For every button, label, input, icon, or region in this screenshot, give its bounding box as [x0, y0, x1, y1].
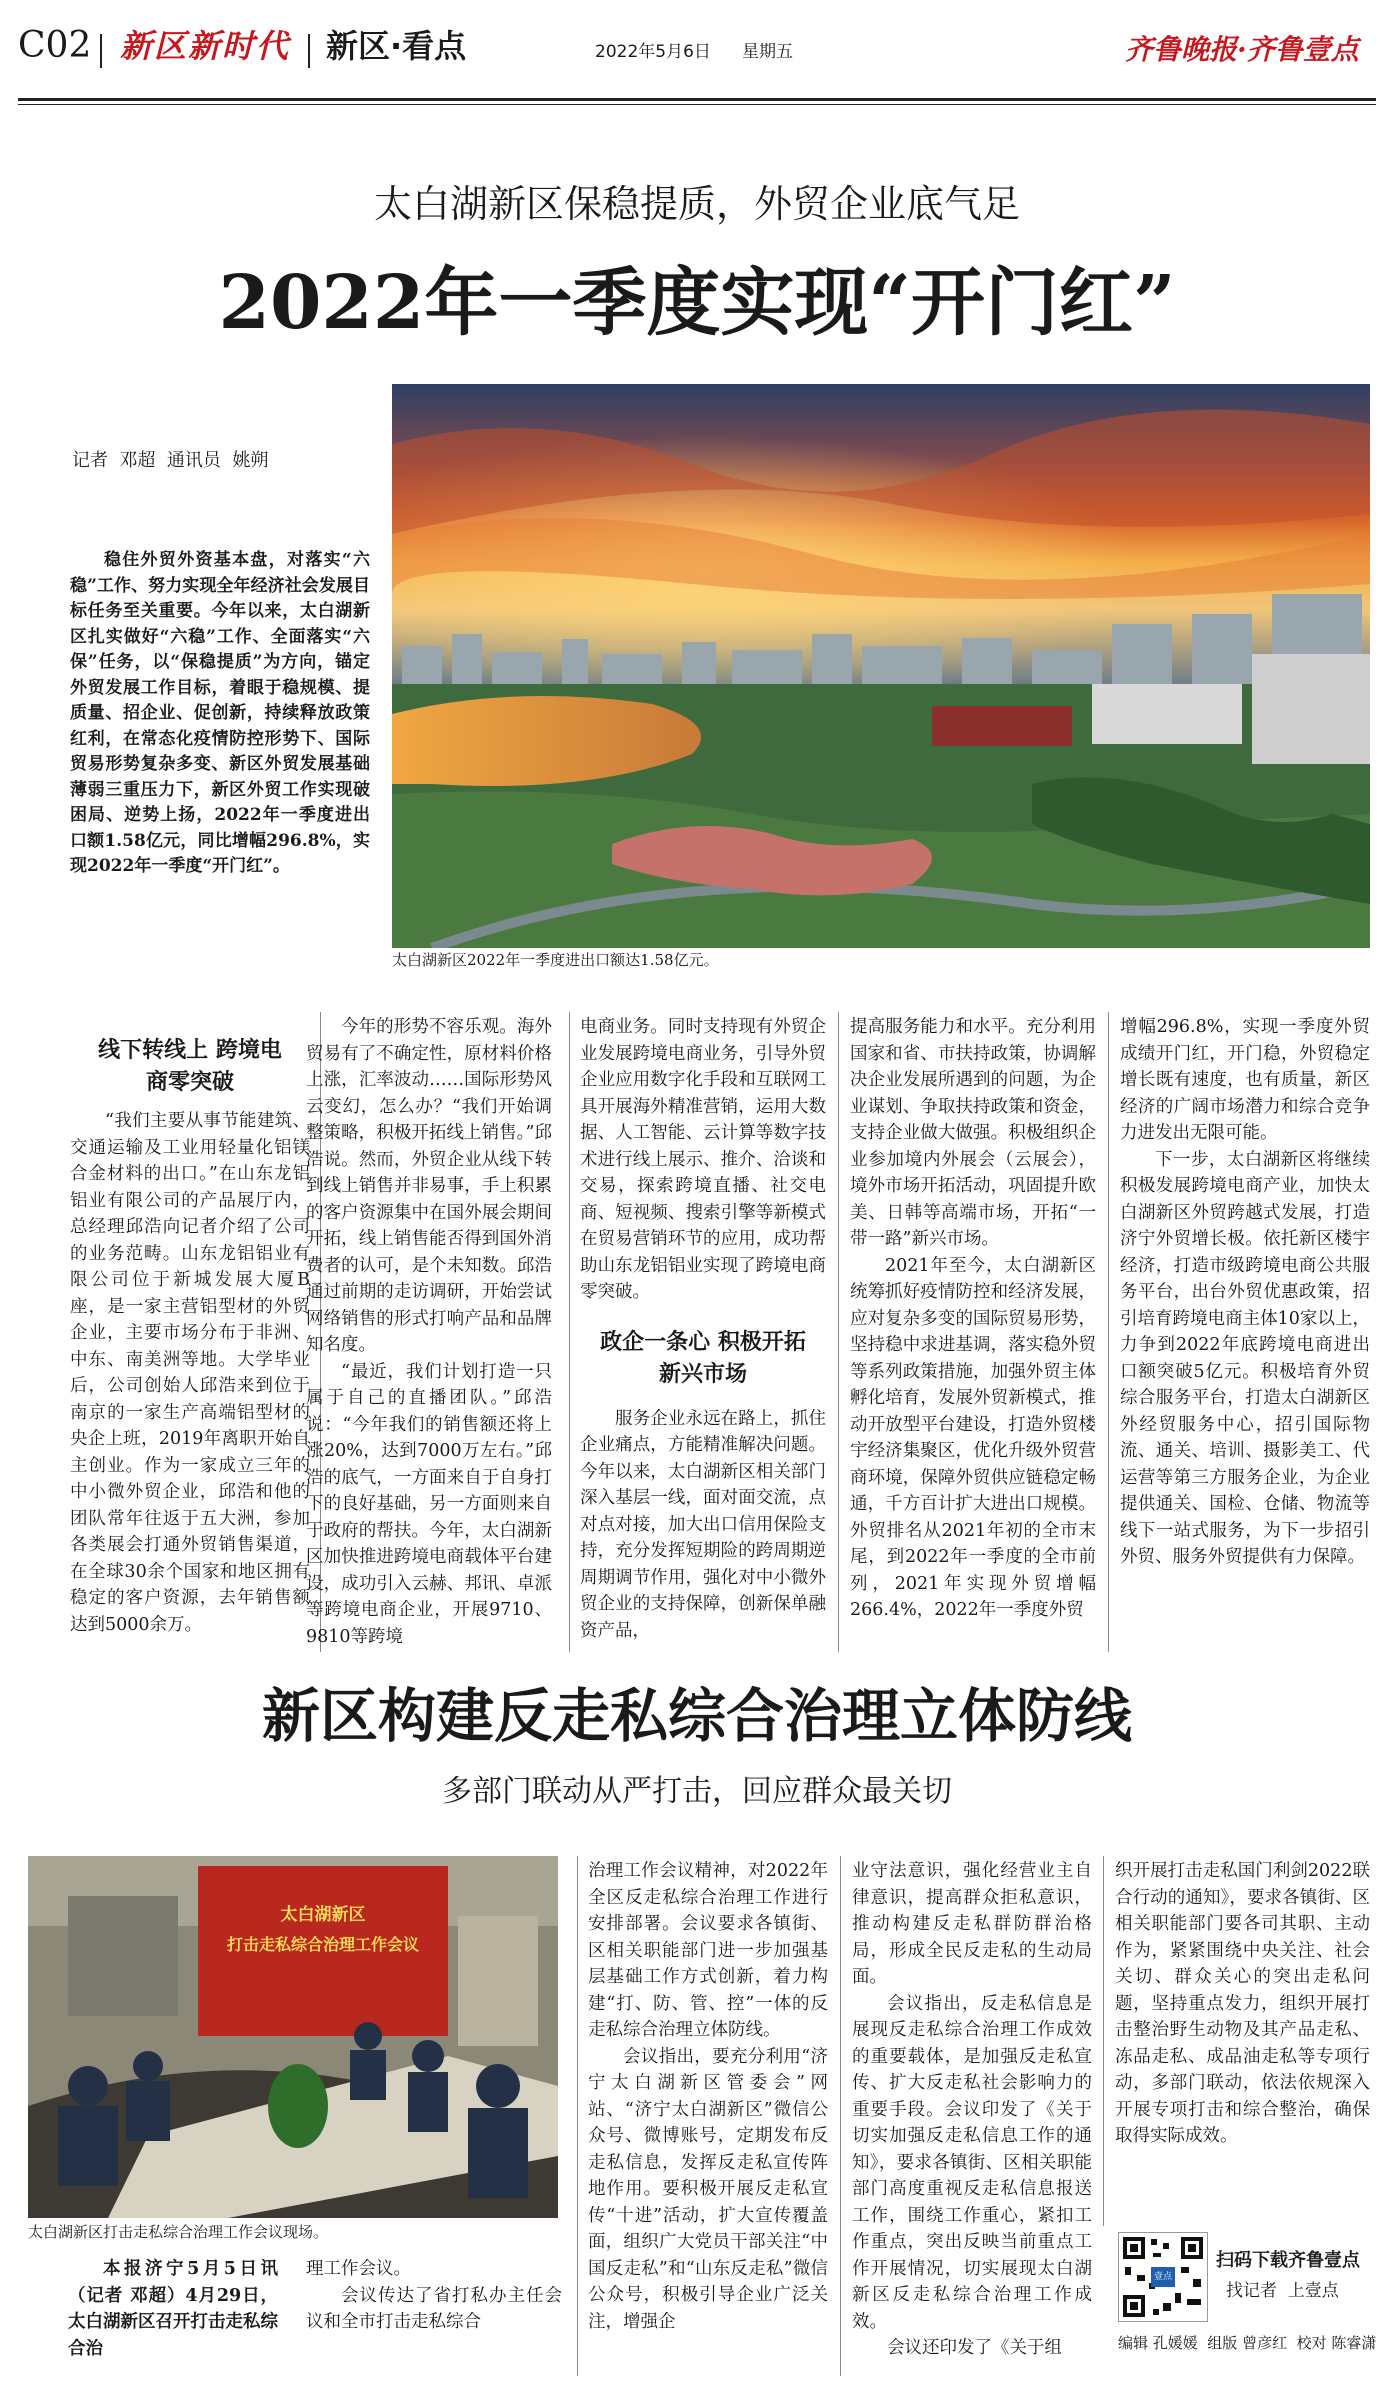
header-divider [308, 34, 310, 68]
column-rule [577, 1856, 578, 2376]
header-rule [18, 98, 1376, 101]
body-paragraph: 下一步，太白湖新区将继续积极发展跨境电商产业，加快太白湖新区外贸跨越式发展，打造济宁外贸增长极。依托新区楼宇经济，打造市级跨境电商公共服务平台，出台外贸优惠政策，招引培育跨境电商主体10家以上，力争到2022年底跨境电商进出口额突破5亿元。积极培育外贸综合服务平台，打造太白湖新区外经贸服务中心，招引国际物流、通关、培训、摄影美工、代运营等第三方服务企业，为企业提供通关、国检、仓储、物流等线下一站式服务，为下一步招引外贸、服务外贸提供有力保障。 [1120, 1149, 1370, 1567]
sunset-cityscape-photo [392, 384, 1370, 948]
article1-column-4 [850, 1014, 1096, 1654]
article2-headline: 新区构建反走私综合治理立体防线 [261, 1682, 1132, 1750]
body-paragraph: 业守法意识，强化经营业主自律意识，提高群众拒私意识，推动构建反走私群防群治格局，形成全民反走私的生动局面。 [852, 1861, 1092, 1987]
article1-column-1 [70, 1030, 310, 1650]
column-brand: 新区新时代 [120, 27, 291, 65]
subheading-govt-enterprise: 政企一条心 积极开拓新兴市场 [600, 1328, 806, 1387]
body-paragraph: 治理工作会议精神，对2022年全区反走私综合治理工作进行安排部署。会议要求各镇街、区相关职能部门进一步加强基层基础工作方式创新，着力构建“打、防、管、控”一体的反走私综合治理立体防线。 [588, 1861, 828, 2040]
column-rule [569, 1012, 570, 1652]
article2-kicker: 多部门联动从严打击，回应群众最关切 [442, 1774, 952, 1809]
column-rule [1103, 1856, 1104, 2226]
qr-label: 扫码下载齐鲁壹点 [1216, 2250, 1360, 2271]
meeting-photo [28, 1856, 558, 2218]
credits-line: 编辑 孔媛媛 组版 曾彦红 校对 陈睿潇 [1118, 2334, 1377, 2352]
body-paragraph: “最近，我们计划打造一只属于自己的直播团队。”邱浩说：“今年我们的销售额还将上涨20%，达到7000万左右。”邱浩的底气，一方面来自于自身打下的良好基础，另一方面则来自于政府的帮扶。今年，太白湖新区加快推进跨境电商载体平台建设，成功引入云赫、邦讯、卓派等跨境电商企业，开展9710、9810等跨境 [306, 1361, 552, 1647]
article2-column-1b [306, 2256, 562, 2366]
article1-column-3 [580, 1014, 826, 1654]
body-paragraph: 织开展打击走私国门利剑2022联合行动的通知》，要求各镇街、区相关职能部门要各司其职、主动作为，紧紧围绕中央关注、社会关切、群众关心的突出走私问题，坚持重点发力，组织开展打击整治野生动物及其产品走私、冻品走私、成品油走私等专项行动，多部门联动，依法依规深入开展专项打击和综合整治，确保取得实际成效。 [1115, 1861, 1370, 2146]
article1-column-2 [306, 1014, 552, 1654]
qr-center-label: 壹点 [1153, 2272, 1172, 2282]
meeting-photo-caption: 太白湖新区打击走私综合治理工作会议现场。 [28, 2223, 329, 2241]
banner-line-1: 太白湖新区 [280, 1905, 366, 1925]
body-paragraph: 会议指出，反走私信息是展现反走私综合治理工作成效的重要载体，是加强反走私宣传、扩大反走私社会影响力的重要手段。会议印发了《关于切实加强反走私信息工作的通知》，要求各镇街、区相关职能部门高度重视反走私信息报送工作，围绕工作重心，紧扣工作重点，突出反映当前重点工作开展情况，切实展现太白湖新区反走私综合治理工作成效。 [852, 1993, 1092, 2332]
article2-column-1a [68, 2256, 278, 2366]
body-paragraph: “我们主要从事节能建筑、交通运输及工业用轻量化铝镁合金材料的出口。”在山东龙铝铝业有限公司的产品展厅内，总经理邱浩向记者介绍了公司的业务范畴。山东龙铝铝业有限公司位于新城发展大厦B座，是一家主营铝型材的外贸企业，主要市场分布于非洲、中东、南美洲等地。大学毕业后，公司创始人邱浩来到位于南京的一家生产高端铝型材的央企上班，2019年离职开始自主创业。作为一家成立三年的中小微外贸企业，邱浩和他的团队常年往返于五大洲，参加各类展会打通外贸销售渠道，在全球30余个国家和地区拥有稳定的客户资源，去年销售额达到5000余万。 [70, 1111, 310, 1635]
column-rule [840, 1856, 841, 2376]
header-divider [100, 34, 102, 68]
subheading-offline-online: 线下转线上 跨境电商零突破 [98, 1037, 282, 1095]
article1-kicker: 太白湖新区保稳提质，外贸企业底气足 [373, 182, 1020, 226]
body-paragraph: 会议指出，要充分利用“济宁太白湖新区管委会”网站、“济宁太白湖新区”微信公众号、微博账号，定期发布反走私信息，发挥反走私宣传阵地作用。要积极开展反走私宣传“十进”活动，扩大宣传覆盖面，组织广大党员干部关注“中国反走私”和“山东反走私”微信公众号，积极引导企业广泛关注，增强企 [588, 2046, 828, 2332]
body-paragraph: 电商业务。同时支持现有外贸企业发展跨境电商业务，引导外贸企业应用数字化手段和互联网工具开展海外精准营销，运用大数据、人工智能、云计算等数字技术进行线上展示、推介、洽谈和交易，探索跨境直播、社交电商、短视频、搜索引擎等新模式在贸易营销环节的应用，成功帮助山东龙铝铝业实现了跨境电商零突破。 [580, 1017, 826, 1302]
body-paragraph: 增幅296.8%，实现一季度外贸成绩开门红，开门稳，外贸稳定增长既有速度，也有质量，新区经济的广阔市场潜力和综合竞争力进发出无限可能。 [1120, 1017, 1370, 1143]
photo-caption: 太白湖新区2022年一季度进出口额达1.58亿元。 [392, 951, 719, 969]
body-paragraph: 服务企业永远在路上，抓住企业痛点，方能精准解决问题。今年以来，太白湖新区相关部门深入基层一线，面对面交流，点对点对接，加大出口信用保险支持，充分发挥短期险的跨周期逆周期调节作用，强化对中小微外贸企业的支持保障，创新保单融资产品， [580, 1408, 826, 1641]
issue-weekday: 星期五 [742, 42, 793, 62]
banner-line-2: 打击走私综合治理工作会议 [226, 1935, 419, 1954]
byline: 记者 邓超 通讯员 姚朔 [72, 450, 269, 471]
body-paragraph: 今年的形势不容乐观。海外贸易有了不确定性，原材料价格上涨，汇率波动……国际形势风云变幻，怎么办？“我们开始调整策略，积极开拓线上销售。”邱浩说。然而，外贸企业从线下转到线上销售并非易事，手上积累的客户资源集中在国外展会期间开拓，线上销售能否得到国外消费者的认可，是个未知数。邱浩通过前期的走访调研，开始尝试网络销售的形式打响产品和品牌知名度。 [306, 1017, 552, 1355]
body-paragraph: 理工作会议。 [306, 2259, 411, 2279]
article2-column-3 [852, 1858, 1092, 2368]
header-rule-thin [18, 104, 1376, 105]
section-name: 新区·看点 [326, 27, 467, 65]
column-rule [1108, 1012, 1109, 1652]
body-paragraph: 会议传达了省打私办主任会议和全市打击走私综合 [306, 2285, 562, 2332]
article2-column-2 [588, 1858, 828, 2368]
body-paragraph: 会议还印发了《关于组 [887, 2338, 1062, 2358]
page-code: C02 [18, 25, 92, 66]
article1-headline: 2022年一季度实现“开门红” [218, 260, 1176, 346]
body-paragraph: 提高服务能力和水平。充分利用国家和省、市扶持政策，协调解决企业发展所遇到的问题，为企业谋划、争取扶持政策和资金，支持企业做大做强。积极组织企业参加境内外展会（云展会），境外市场开拓活动，巩固提升欧美、日韩等高端市场，开拓“一带一路”新兴市场。 [850, 1017, 1096, 1249]
article2-column-4 [1115, 1858, 1370, 2218]
sunset-cityscape-image [392, 384, 1370, 948]
issue-date: 2022年5月6日 [595, 42, 711, 62]
qr-code[interactable] [1118, 2232, 1208, 2322]
article1-lead [70, 548, 370, 878]
column-rule [838, 1012, 839, 1652]
article1-column-5 [1120, 1014, 1370, 1654]
dateline-paragraph: 本报济宁5月5日讯（记者 邓超）4月29日，太白湖新区召开打击走私综合治 [68, 2259, 278, 2359]
body-paragraph: 2021年至今，太白湖新区统筹抓好疫情防控和经济发展，应对复杂多变的国际贸易形势，坚持稳中求进基调，落实稳外贸等系列政策措施，加强外贸主体孵化培育，发展外贸新模式，推动开放型平台建设，打造外贸楼宇经济集聚区，优化升级外贸营商环境，保障外贸供应链稳定畅通，千方百计扩大进出口规模。外贸排名从2021年初的全市末尾，到2022年一季度的全市前列，2021年实现外贸增幅266.4%，2022年一季度外贸 [850, 1255, 1096, 1620]
qr-sublabel: 找记者 上壹点 [1226, 2281, 1339, 2301]
paper-logo: 齐鲁晚报·齐鲁壹点 [1125, 33, 1359, 66]
lead-paragraph: 稳住外贸外资基本盘，对落实“六稳”工作、努力实现全年经济社会发展目标任务至关重要。今年以来，太白湖新区扎实做好“六稳”工作、全面落实“六保”任务，以“保稳提质”为方向，锚定外贸发展工作目标，着眼于稳规模、提质量、招企业、促创新，持续释放政策红利，在常态化疫情防控形势下、国际贸易形势复杂多变、新区外贸发展基础薄弱三重压力下，新区外贸工作实现破困局、逆势上扬，2022年一季度进出口额1.58亿元，同比增幅296.8%，实现2022年一季度“开门红”。 [70, 550, 370, 876]
